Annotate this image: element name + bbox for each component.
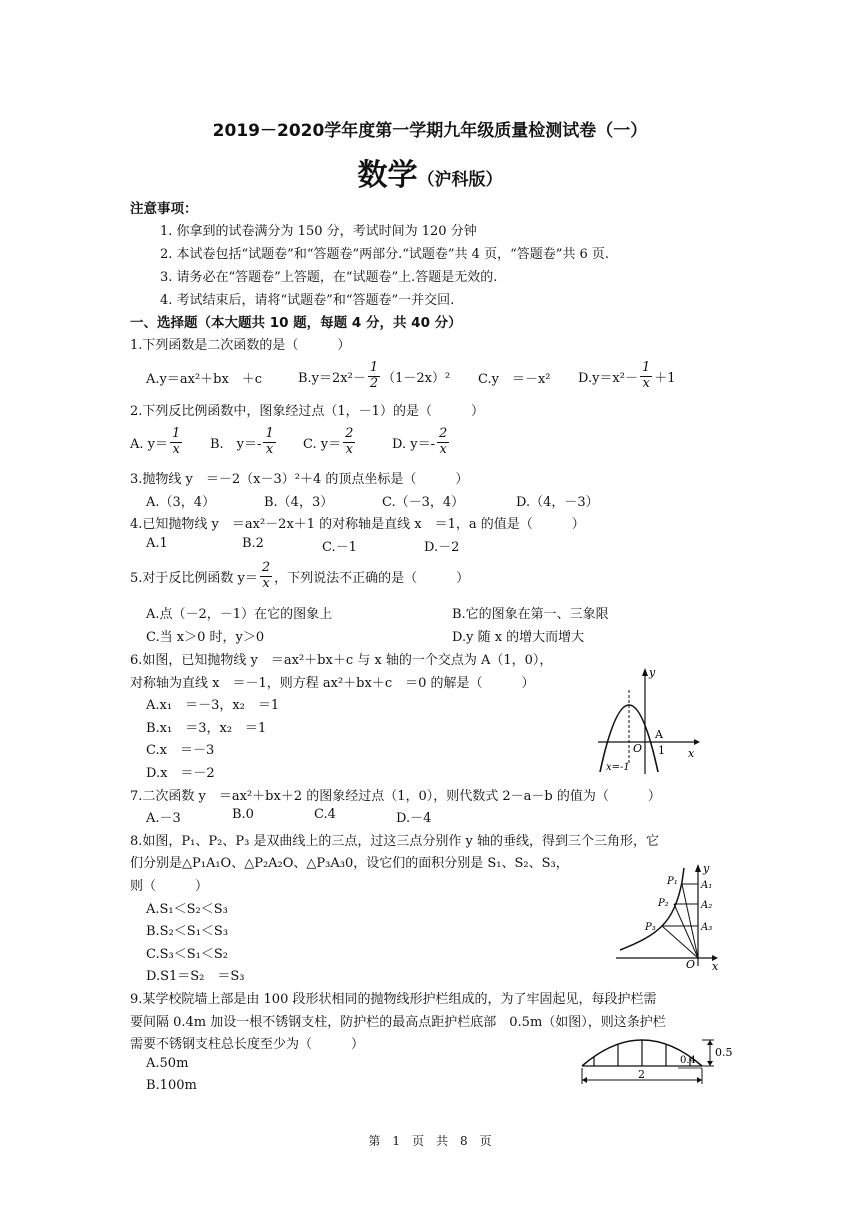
q3-option-a: A.（3，4）: [146, 495, 216, 510]
q2-a-pre: A. y＝: [130, 436, 168, 452]
q6-option-a: A.x₁ ＝－3，x₂ ＝1: [146, 698, 280, 713]
exam-title: 2019－2020学年度第一学期九年级质量检测试卷（一）: [212, 121, 648, 141]
question-5-stem: [130, 554, 469, 598]
q8-p2-to-origin: [674, 904, 698, 958]
q2-a-fraction: [170, 427, 182, 458]
q5-option-c: C.当 x＞0 时，y＞0: [146, 630, 265, 645]
notice-item: 4. 考试结束后，请将“试题卷”和“答题卷”一并交回.: [160, 293, 455, 308]
q2-b-num: 1: [265, 425, 274, 441]
notice-heading: 注意事项：: [130, 201, 198, 217]
q2-option-d: [392, 420, 451, 464]
q1-d-num: 1: [641, 359, 651, 375]
q8-a1-label: A₁: [701, 880, 713, 891]
notice-item: 3. 请务必在“答题卷”上答题，在“试题卷”上.答题是无效的.: [160, 270, 498, 285]
q1-b-den: 2: [369, 375, 379, 391]
q8-x-label: x: [712, 960, 719, 972]
question-7-stem: 7.二次函数 y ＝ax²＋bx＋2 的图象经过点（1，0），则代数式 2－a－b 的值为（ ）: [130, 789, 661, 804]
page-footer: 第 1 页 共 8 页: [368, 1134, 492, 1148]
q9-width-label: 2: [638, 1068, 645, 1081]
q8-origin-label: O: [686, 958, 696, 971]
question-8-stem: 8.如图，P₁、P₂、P₃ 是双曲线上的三点，过这三点分别作 y 轴的垂线，得到三个三角形，它: [130, 834, 660, 849]
q5-den: x: [262, 575, 270, 591]
q6-origin-label: O: [633, 742, 643, 755]
q2-d-num: 2: [438, 425, 448, 441]
q6-point-a-label: A: [655, 728, 663, 741]
edition-label: （沪科版）: [417, 170, 503, 190]
q1-d-post: ＋1: [654, 370, 676, 386]
q2-a-den: x: [172, 441, 180, 457]
q1-b-pre: B.y＝2x²－: [298, 370, 366, 386]
q9-width-arrow-right: [697, 1077, 702, 1083]
q8-p2-label: P₂: [658, 898, 669, 909]
notice-item: 1. 你拿到的试卷满分为 150 分，考试时间为 120 分钟: [160, 224, 477, 239]
q2-b-den: x: [265, 441, 274, 457]
question-8-stem-cont: 们分别是△P₁A₁O、△P₂A₂O、△P₃A₃0，设它们的面积分别是 S₁、S₂、S₃，: [130, 856, 569, 871]
q8-p3-label: P₃: [645, 922, 656, 933]
q1-option-c: C.y ＝－x²: [478, 372, 551, 387]
q2-c-pre: C. y＝: [303, 436, 342, 452]
question-9-stem-end: 需要不锈钢支柱总长度至少为（ ）: [130, 1037, 365, 1052]
q2-c-fraction: [343, 427, 355, 458]
q6-y-arrow: [642, 668, 648, 676]
q7-option-c: C.4: [314, 807, 336, 822]
question-1-stem: 1.下列函数是二次函数的是（ ）: [130, 338, 351, 353]
q1-d-den: x: [642, 375, 650, 391]
q6-option-c: C.x ＝－3: [146, 743, 215, 758]
q5-num: 2: [261, 559, 271, 575]
question-3-stem: 3.抛物线 y ＝－2（x－3）²＋4 的顶点坐标是（ ）: [130, 472, 469, 487]
q2-b-pre: B. y＝-: [210, 436, 262, 452]
question-4-stem: 4.已知抛物线 y ＝ax²－2x＋1 的对称轴是直线 x ＝1，a 的值是（ ）: [130, 517, 585, 532]
q6-parabola-figure: [592, 664, 702, 776]
q4-option-c: C.－1: [322, 540, 357, 555]
q8-p1-label: P₁: [667, 876, 678, 887]
question-6-stem: 6.如图，已知抛物线 y ＝ax²＋bx＋c 与 x 轴的一个交点为 A（1，0），: [130, 653, 553, 668]
section-heading: 一、选择题（本大题共 10 题，每题 4 分，共 40 分）: [130, 315, 462, 331]
q6-option-b: B.x₁ ＝3，x₂ ＝1: [146, 721, 267, 736]
q9-height-arrow-up: [707, 1040, 713, 1045]
subject-title: [0, 150, 860, 194]
q1-b-post: （1－2x）²: [382, 370, 451, 386]
q9-height-label: 0.5: [715, 1046, 733, 1059]
q5-option-a: A.点（－2，－1）在它的图象上: [146, 607, 333, 622]
q2-b-fraction: [263, 427, 275, 458]
q7-option-a: A.－3: [146, 811, 181, 826]
q1-option-a: A.y＝ax²＋bx ＋c: [146, 372, 263, 387]
q7-option-d: D.－4: [396, 811, 432, 826]
q4-option-a: A.1: [146, 536, 168, 551]
q9-fence-figure: [578, 1028, 738, 1094]
q8-option-b: B.S₂＜S₁＜S₃: [146, 924, 229, 939]
q8-y-arrow: [695, 864, 701, 872]
q8-y-label: y: [703, 862, 710, 875]
subject-name: 数学: [357, 158, 418, 193]
q9-option-b: B.100m: [146, 1078, 197, 1093]
q2-c-num: 2: [345, 425, 354, 441]
q3-option-b: B.（4，3）: [264, 495, 334, 510]
q8-a3-label: A₃: [701, 922, 713, 933]
q1-d-fraction: [640, 361, 652, 392]
q6-y-label: y: [649, 666, 656, 679]
question-6-stem-cont: 对称轴为直线 x ＝－1，则方程 ax²＋bx＋c ＝0 的解是（ ）: [130, 676, 535, 691]
q2-d-den: x: [439, 441, 447, 457]
q6-option-d: D.x ＝－2: [146, 766, 215, 781]
q2-d-fraction: [437, 427, 449, 458]
q9-width-arrow-left: [582, 1077, 587, 1083]
q8-option-d: D.S1＝S₂ ＝S₃: [146, 969, 245, 984]
question-8-stem-end: 则（ ）: [130, 879, 209, 894]
q6-axis-eq-label: x=-1: [606, 762, 630, 773]
q9-gap-label: 0.4: [680, 1055, 696, 1066]
q2-option-b: [210, 420, 278, 464]
q8-a2-label: A₂: [701, 900, 713, 911]
q5-option-b: B.它的图象在第一、三象限: [452, 607, 609, 622]
q7-option-b: B.0: [232, 807, 254, 822]
q4-option-d: D.－2: [424, 540, 460, 555]
q1-b-num: 1: [369, 359, 379, 375]
q2-option-a: [130, 420, 184, 464]
q6-one-label: 1: [658, 744, 665, 757]
q9-option-a: A.50m: [146, 1056, 189, 1071]
question-9-stem-cont: 要间隔 0.4m 加设一根不锈钢支柱，防护栏的最高点距护栏底部 0.5m（如图），则这条护栏: [130, 1015, 666, 1030]
q5-stem-pre: 5.对于反比例函数 y＝: [130, 570, 258, 586]
q8-option-a: A.S₁＜S₂＜S₃: [146, 902, 228, 917]
q3-option-c: C.（－3，4）: [382, 495, 465, 510]
q5-stem-post: ，下列说法不正确的是（ ）: [274, 570, 470, 586]
q9-height-arrow-down: [707, 1061, 713, 1066]
q6-x-arrow: [694, 739, 700, 745]
q1-d-pre: D.y＝x²－: [578, 370, 638, 386]
q1-b-fraction: [368, 361, 380, 392]
q8-hyperbola-figure: [612, 862, 724, 972]
q8-p1-to-origin: [682, 884, 698, 958]
question-9-stem: 9.某学校院墙上部是由 100 段形状相同的抛物线形护栏组成的，为了牢固起见，每段护栏需: [130, 992, 657, 1007]
notice-item: 2. 本试卷包括“试题卷”和“答题卷”两部分.“试题卷”共 4 页，“答题卷”共 6 页.: [160, 247, 610, 262]
q2-d-pre: D. y＝-: [392, 436, 435, 452]
q3-option-d: D.（4，－3）: [516, 495, 599, 510]
q5-option-d: D.y 随 x 的增大而增大: [452, 630, 585, 645]
question-2-stem: 2.下列反比例函数中，图象经过点（1，－1）的是（ ）: [130, 404, 484, 419]
q8-option-c: C.S₃＜S₁＜S₂: [146, 947, 228, 962]
q2-a-num: 1: [172, 425, 181, 441]
q4-option-b: B.2: [242, 536, 264, 551]
q1-option-d: [578, 354, 676, 398]
q1-option-b: [298, 354, 450, 398]
q5-fraction: [260, 561, 272, 592]
q6-x-label: x: [688, 747, 695, 760]
q2-c-den: x: [345, 441, 353, 457]
q2-option-c: [303, 420, 357, 464]
